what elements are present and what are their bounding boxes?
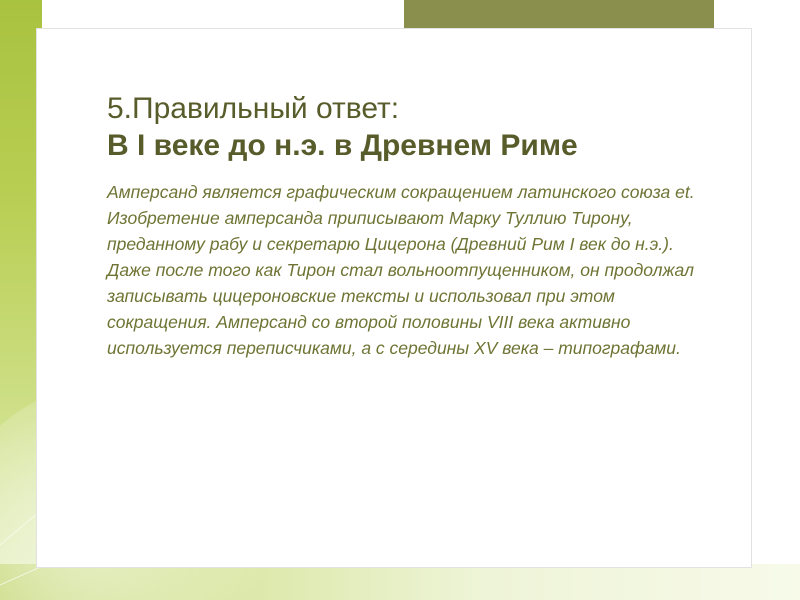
slide-title-line-2: В I веке до н.э. в Древнем Риме	[107, 128, 578, 162]
content-inner	[107, 91, 707, 361]
slide-title	[107, 91, 707, 164]
bottom-green-gradient-band	[0, 564, 800, 600]
slide-body-text: Амперсанд является графическим сокращением латинского союза et. Изобретение амперсанда приписывают Марку Туллию Тирону, преданному рабу и секретарю Цицерона (Древний Рим I век до н.э.). Даже после того как Тирон стал вольноотпущенником, он продолжал записывать цицероновские тексты и использовал при этом сокращения. Амперсанд со второй половины VIII века активно используется переписчиками, а с середины XV века – типографами.	[107, 182, 695, 358]
content-card	[36, 28, 752, 568]
slide-title-line-1: 5.Правильный ответ:	[107, 92, 400, 125]
